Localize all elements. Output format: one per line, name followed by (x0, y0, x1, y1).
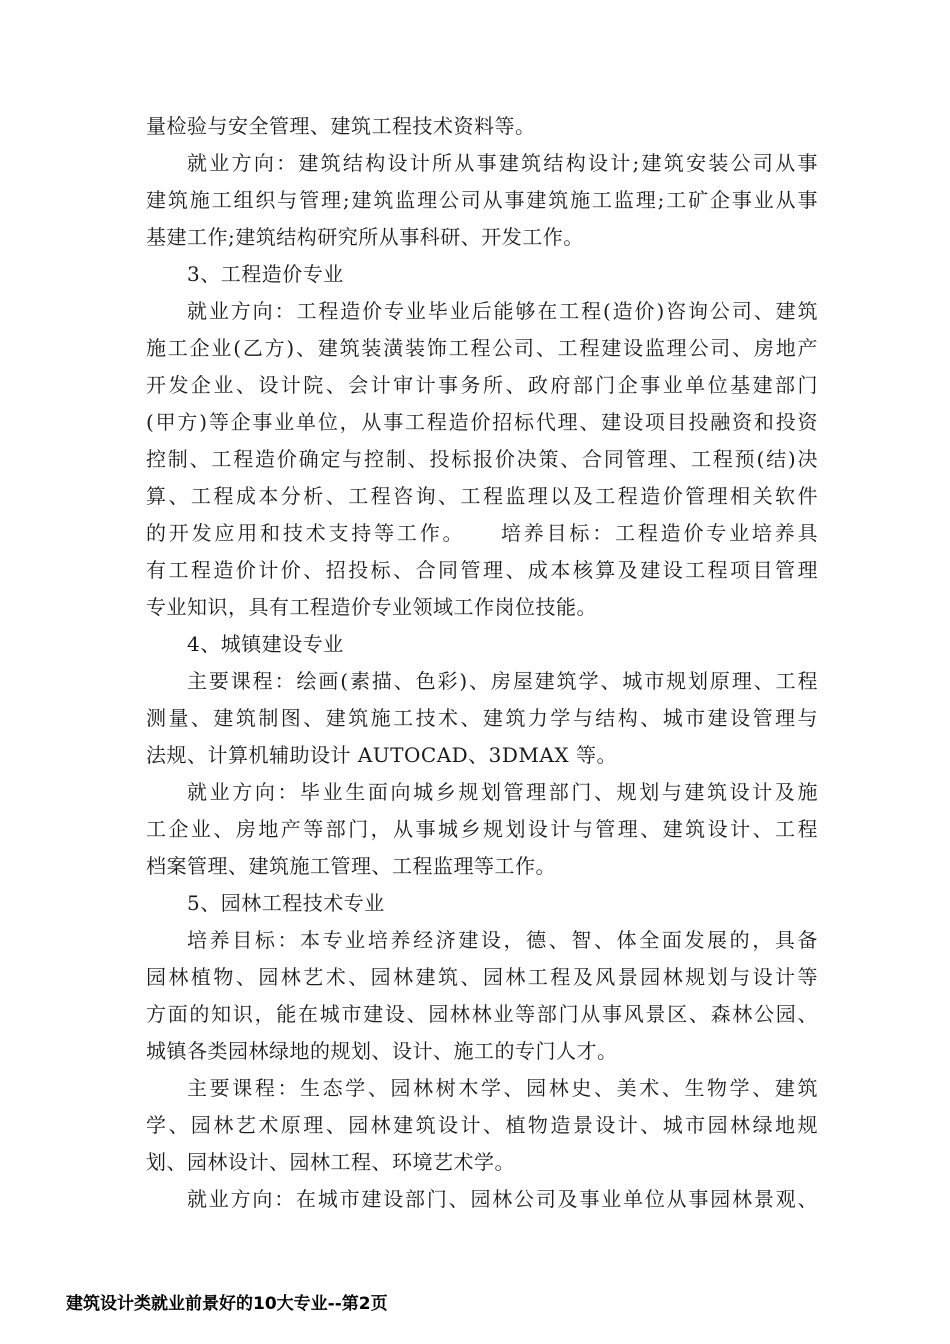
section-heading: 4、城镇建设专业 (187, 632, 344, 656)
text-line: 就业方向：建筑结构设计所从事建筑结构设计;建筑安装公司从事 (187, 151, 818, 175)
text-line: 学、园林艺术原理、园林建筑设计、植物造景设计、城市园林绿地规 (146, 1113, 818, 1137)
text-line: 档案管理、建筑施工管理、工程监理等工作。 (146, 854, 556, 878)
text-line: 算、工程成本分析、工程咨询、工程监理以及工程造价管理相关软件 (146, 484, 818, 508)
text-line: (甲方)等企事业单位，从事工程造价招标代理、建设项目投融资和投资 (146, 410, 818, 434)
text-line: 量检验与安全管理、建筑工程技术资料等。 (146, 114, 536, 138)
text-line: 施工企业(乙方)、建筑装潢装饰工程公司、工程建设监理公司、房地产 (146, 336, 818, 360)
section-heading: 3、工程造价专业 (187, 262, 344, 286)
section-heading: 5、园林工程技术专业 (187, 891, 385, 915)
text-line: 主要课程：生态学、园林树木学、园林史、美术、生物学、建筑 (187, 1076, 818, 1100)
text-line: 方面的知识，能在城市建设、园林林业等部门从事风景区、森林公园、 (146, 1002, 818, 1026)
text-line: 主要课程：绘画(素描、色彩)、房屋建筑学、城市规划原理、工程 (187, 669, 818, 693)
document-body (146, 108, 818, 1218)
text-line: 有工程造价计价、招投标、合同管理、成本核算及建设工程项目管理 (146, 558, 818, 582)
text-line: 工企业、房地产等部门，从事城乡规划设计与管理、建筑设计、工程 (146, 817, 818, 841)
text-line: 建筑施工组织与管理;建筑监理公司从事建筑施工监理;工矿企事业从事 (146, 188, 818, 212)
text-line: 培养目标：本专业培养经济建设，德、智、体全面发展的，具备 (187, 928, 818, 952)
text-line: 的开发应用和技术支持等工作。 培养目标：工程造价专业培养具 (146, 521, 818, 545)
text-line: 法规、计算机辅助设计 AUTOCAD、3DMAX 等。 (146, 743, 617, 767)
page-footer: 建筑设计类就业前景好的10大专业--第2页 (66, 1294, 388, 1314)
text-line: 就业方向：毕业生面向城乡规划管理部门、规划与建筑设计及施 (187, 780, 818, 804)
text-line: 开发企业、设计院、会计审计事务所、政府部门企事业单位基建部门 (146, 373, 818, 397)
text-line: 专业知识，具有工程造价专业领域工作岗位技能。 (146, 595, 597, 619)
text-line: 控制、工程造价确定与控制、投标报价决策、合同管理、工程预(结)决 (146, 447, 818, 471)
text-line: 就业方向：在城市建设部门、园林公司及事业单位从事园林景观、 (187, 1187, 818, 1211)
text-line: 城镇各类园林绿地的规划、设计、施工的专门人才。 (146, 1039, 618, 1063)
text-line: 园林植物、园林艺术、园林建筑、园林工程及风景园林规划与设计等 (146, 965, 818, 989)
text-line: 基建工作;建筑结构研究所从事科研、开发工作。 (146, 225, 584, 249)
text-line: 划、园林设计、园林工程、环境艺术学。 (146, 1150, 515, 1174)
text-line: 测量、建筑制图、建筑施工技术、建筑力学与结构、城市建设管理与 (146, 706, 818, 730)
text-line: 就业方向：工程造价专业毕业后能够在工程(造价)咨询公司、建筑 (187, 299, 818, 323)
